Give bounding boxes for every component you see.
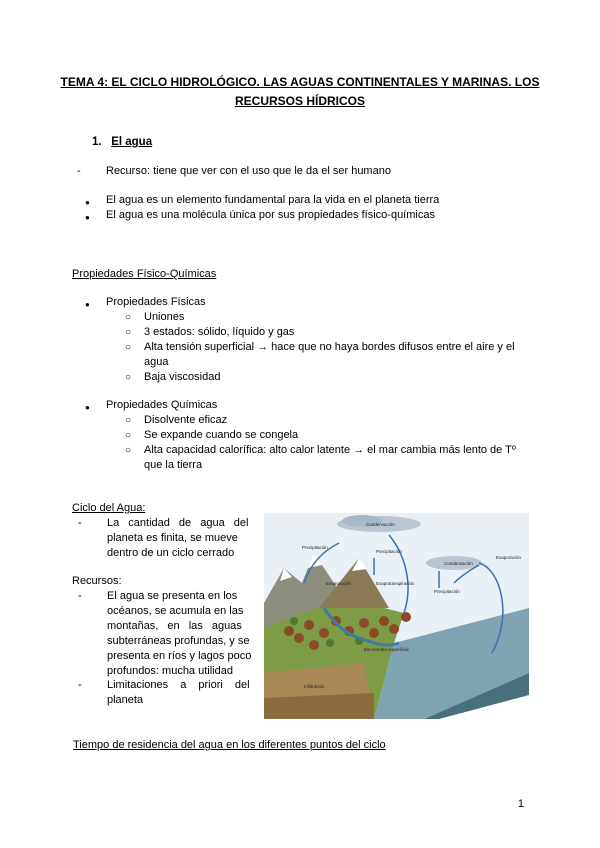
quimicas-item-cont: que la tierra [144, 459, 203, 471]
diagram-label: Precipitación [376, 549, 402, 554]
recursos-text: montañas, en las aguas [107, 620, 242, 632]
fisicas-label: ● Propiedades Físicas [106, 295, 206, 310]
page-number: 1 [517, 798, 524, 810]
ciclo-text: dentro de un ciclo cerrado [107, 547, 235, 559]
recursos-text: subterráneas profundas, y se [107, 635, 250, 647]
recursos-text: - Limitaciones a priori del [107, 678, 250, 693]
recursos-text: océanos, se acumula en las [107, 605, 244, 617]
fisicas-item-cont: agua [144, 356, 169, 368]
recursos-text: planeta [107, 694, 144, 706]
diagram-label: Condensación [366, 522, 395, 527]
diagram-label: Escorrentía superficial [364, 647, 409, 652]
ciclo-heading: Ciclo del Agua: [72, 502, 146, 514]
diagram-label: Evaporación [496, 555, 522, 560]
fisicas-item: ○ Baja viscosidad [144, 370, 220, 385]
recursos-text: profundos: mucha utilidad [107, 665, 233, 677]
diagram-label: Precipitación [302, 545, 328, 550]
bullet-item: ● El agua es un elemento fundamental para la vida en el planeta tierra [106, 193, 439, 208]
recursos-text: presenta en ríos y lagos poco [107, 650, 252, 662]
quimicas-item: ○ Se expande cuando se congela [144, 428, 298, 443]
section-number: 1. [92, 136, 102, 148]
water-cycle-diagram [264, 513, 529, 719]
residencia-heading: Tiempo de residencia del agua en los diferentes puntos del ciclo [73, 739, 386, 751]
fisicas-item: ○ Alta tensión superficial → hace que no haya bordes difusos entre el aire y el [144, 340, 515, 355]
diagram-label: Evapotranspiración [376, 581, 415, 586]
diagram-label: Precipitación [434, 589, 460, 594]
page-title: TEMA 4: EL CICLO HIDROLÓGICO. LAS AGUAS CONTINENTALES Y MARINAS. LOS RECURSOS HÍDRICOS [60, 75, 540, 108]
quimicas-item: ○ Disolvente eficaz [144, 413, 227, 428]
ciclo-text: planeta es finita, se mueve [107, 532, 238, 544]
section-title: El agua [111, 136, 153, 148]
recurso-line: - Recurso: tiene que ver con el uso que le da el ser humano [106, 164, 391, 179]
fisicas-item: ○ Uniones [144, 310, 184, 325]
recursos-heading: Recursos: [72, 575, 122, 587]
props-heading: Propiedades Físico-Químicas [72, 268, 217, 280]
fisicas-item: ○ 3 estados: sólido, líquido y gas [144, 325, 294, 340]
diagram-label: Infiltración [304, 684, 325, 689]
diagram-label: Condensación [444, 561, 473, 566]
ciclo-line [107, 516, 254, 531]
quimicas-item: ○ Alta capacidad calorífica: alto calor latente → el mar cambia más lento de Tº [144, 443, 516, 458]
bullet-item: ● El agua es una molécula única por sus propiedades físico-químicas [106, 208, 435, 223]
diagram-label: Evaporación [326, 581, 352, 586]
quimicas-label: ● Propiedades Químicas [106, 398, 217, 413]
recursos-text: - El agua se presenta en los [107, 589, 237, 604]
section-heading [92, 136, 152, 148]
ciclo-text: - La cantidad de agua del [107, 517, 249, 529]
